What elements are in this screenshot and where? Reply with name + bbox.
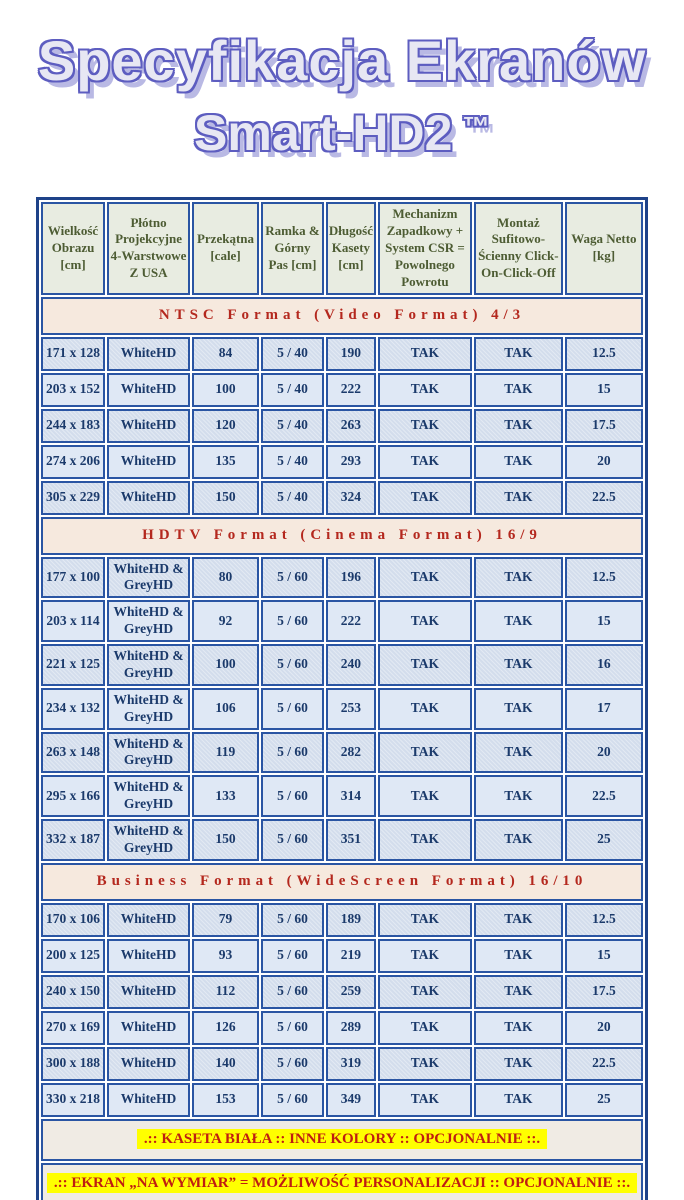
spec-cell: TAK	[378, 1083, 472, 1117]
spec-row	[41, 481, 643, 515]
spec-cell: WhiteHD & GreyHD	[107, 600, 190, 642]
spec-cell: 324	[326, 481, 376, 515]
spec-cell: 133	[192, 775, 259, 817]
title-line-2	[0, 104, 684, 163]
spec-cell: WhiteHD & GreyHD	[107, 644, 190, 686]
spec-row	[41, 409, 643, 443]
spec-cell: 196	[326, 557, 376, 599]
spec-row	[41, 775, 643, 817]
spec-row	[41, 373, 643, 407]
spec-row	[41, 1047, 643, 1081]
spec-table	[36, 197, 648, 1200]
spec-cell: 150	[192, 481, 259, 515]
column-header-3: Przekątna [cale]	[192, 202, 259, 294]
spec-cell: TAK	[378, 445, 472, 479]
spec-cell: 17.5	[565, 975, 643, 1009]
spec-row	[41, 644, 643, 686]
spec-cell: 203 x 152	[41, 373, 105, 407]
spec-row	[41, 819, 643, 861]
spec-cell: TAK	[378, 775, 472, 817]
spec-cell: WhiteHD	[107, 975, 190, 1009]
column-header-1: Wielkość Obrazu [cm]	[41, 202, 105, 294]
spec-cell: WhiteHD	[107, 939, 190, 973]
spec-cell: 221 x 125	[41, 644, 105, 686]
spec-cell: 5 / 60	[261, 903, 324, 937]
column-header-6: Mechanizm Zapadkowy + System CSR = Powolnego Powrotu	[378, 202, 472, 294]
spec-cell: 5 / 60	[261, 1011, 324, 1045]
spec-cell: 171 x 128	[41, 337, 105, 371]
spec-cell: TAK	[378, 903, 472, 937]
spec-cell: TAK	[378, 975, 472, 1009]
spec-cell: 5 / 60	[261, 939, 324, 973]
spec-cell: TAK	[378, 1011, 472, 1045]
page-title	[0, 0, 684, 163]
spec-cell: 119	[192, 732, 259, 774]
spec-row	[41, 903, 643, 937]
spec-cell: 5 / 60	[261, 600, 324, 642]
spec-row	[41, 1011, 643, 1045]
spec-cell: 5 / 60	[261, 819, 324, 861]
column-header-2: Płótno Projekcyjne 4-Warstwowe Z USA	[107, 202, 190, 294]
spec-row	[41, 445, 643, 479]
spec-cell: 319	[326, 1047, 376, 1081]
column-header-4: Ramka & Górny Pas [cm]	[261, 202, 324, 294]
spec-cell: 222	[326, 373, 376, 407]
spec-cell: 79	[192, 903, 259, 937]
spec-cell: 5 / 40	[261, 373, 324, 407]
spec-cell: 100	[192, 373, 259, 407]
column-header-5: Długość Kasety [cm]	[326, 202, 376, 294]
spec-cell: 240 x 150	[41, 975, 105, 1009]
spec-cell: 270 x 169	[41, 1011, 105, 1045]
spec-cell: TAK	[378, 732, 472, 774]
spec-cell: 15	[565, 373, 643, 407]
spec-cell: 305 x 229	[41, 481, 105, 515]
spec-cell: WhiteHD	[107, 1047, 190, 1081]
spec-cell: 25	[565, 1083, 643, 1117]
spec-cell: 153	[192, 1083, 259, 1117]
spec-cell: 289	[326, 1011, 376, 1045]
spec-cell: 92	[192, 600, 259, 642]
spec-cell: TAK	[378, 409, 472, 443]
spec-row	[41, 732, 643, 774]
spec-cell: 126	[192, 1011, 259, 1045]
spec-cell: TAK	[378, 337, 472, 371]
spec-cell: TAK	[474, 732, 563, 774]
spec-cell: 263 x 148	[41, 732, 105, 774]
section-header: NTSC Format (Video Format) 4/3	[41, 297, 643, 335]
spec-cell: TAK	[378, 481, 472, 515]
note-cell	[41, 1163, 643, 1200]
spec-cell: TAK	[378, 819, 472, 861]
spec-cell: 106	[192, 688, 259, 730]
spec-cell: TAK	[378, 373, 472, 407]
spec-cell: 17	[565, 688, 643, 730]
spec-cell: 222	[326, 600, 376, 642]
section-row	[41, 297, 643, 335]
spec-cell: WhiteHD	[107, 1083, 190, 1117]
spec-cell: 5 / 60	[261, 688, 324, 730]
note-row	[41, 1119, 643, 1161]
spec-cell: 12.5	[565, 557, 643, 599]
spec-cell: TAK	[378, 644, 472, 686]
header-row	[41, 202, 643, 294]
spec-cell: 189	[326, 903, 376, 937]
spec-cell: 274 x 206	[41, 445, 105, 479]
spec-cell: 244 x 183	[41, 409, 105, 443]
spec-cell: WhiteHD	[107, 445, 190, 479]
spec-cell: 332 x 187	[41, 819, 105, 861]
spec-cell: TAK	[378, 557, 472, 599]
spec-cell: 219	[326, 939, 376, 973]
note-cell	[41, 1119, 643, 1161]
spec-row	[41, 688, 643, 730]
title-product-name: Smart-HD2	[194, 105, 453, 162]
section-row	[41, 517, 643, 555]
section-header: Business Format (WideScreen Format) 16/10	[41, 863, 643, 901]
spec-cell: 15	[565, 939, 643, 973]
spec-cell: 100	[192, 644, 259, 686]
spec-cell: 12.5	[565, 903, 643, 937]
spec-cell: 5 / 60	[261, 1083, 324, 1117]
table-body	[41, 297, 643, 1200]
spec-cell: 190	[326, 337, 376, 371]
spec-cell: 330 x 218	[41, 1083, 105, 1117]
spec-cell: WhiteHD	[107, 903, 190, 937]
spec-cell: WhiteHD	[107, 409, 190, 443]
spec-cell: TAK	[474, 644, 563, 686]
spec-cell: 22.5	[565, 481, 643, 515]
spec-cell: 203 x 114	[41, 600, 105, 642]
spec-cell: 351	[326, 819, 376, 861]
spec-cell: 234 x 132	[41, 688, 105, 730]
note-highlight: .:: KASETA BIAŁA :: INNE KOLORY :: OPCJONALNIE ::.	[137, 1129, 547, 1149]
spec-cell: 135	[192, 445, 259, 479]
spec-row	[41, 939, 643, 973]
column-header-7: Montaż Sufitowo-Ścienny Click-On-Click-Off	[474, 202, 563, 294]
spec-cell: 120	[192, 409, 259, 443]
spec-cell: 5 / 60	[261, 732, 324, 774]
section-header: HDTV Format (Cinema Format) 16/9	[41, 517, 643, 555]
spec-cell: WhiteHD	[107, 373, 190, 407]
title-line-1: Specyfikacja Ekranów	[37, 29, 647, 92]
spec-cell: 22.5	[565, 775, 643, 817]
spec-cell: 263	[326, 409, 376, 443]
spec-cell: 300 x 188	[41, 1047, 105, 1081]
spec-cell: TAK	[474, 445, 563, 479]
spec-cell: 5 / 60	[261, 1047, 324, 1081]
spec-cell: TAK	[474, 975, 563, 1009]
spec-cell: WhiteHD	[107, 1011, 190, 1045]
spec-cell: 16	[565, 644, 643, 686]
trademark-symbol: ™	[462, 111, 490, 143]
spec-cell: 20	[565, 732, 643, 774]
spec-cell: 5 / 60	[261, 775, 324, 817]
spec-cell: TAK	[474, 337, 563, 371]
spec-cell: WhiteHD & GreyHD	[107, 819, 190, 861]
spec-cell: TAK	[474, 481, 563, 515]
spec-cell: 140	[192, 1047, 259, 1081]
spec-cell: TAK	[474, 373, 563, 407]
spec-cell: 5 / 40	[261, 337, 324, 371]
spec-cell: 177 x 100	[41, 557, 105, 599]
spec-cell: TAK	[378, 1047, 472, 1081]
spec-row	[41, 975, 643, 1009]
spec-cell: WhiteHD & GreyHD	[107, 732, 190, 774]
spec-cell: TAK	[378, 600, 472, 642]
spec-cell: TAK	[474, 557, 563, 599]
spec-cell: 295 x 166	[41, 775, 105, 817]
spec-cell: 150	[192, 819, 259, 861]
spec-row	[41, 337, 643, 371]
spec-cell: 20	[565, 445, 643, 479]
spec-cell: 80	[192, 557, 259, 599]
spec-cell: 253	[326, 688, 376, 730]
spec-row	[41, 1083, 643, 1117]
spec-cell: 84	[192, 337, 259, 371]
spec-cell: WhiteHD	[107, 337, 190, 371]
spec-cell: 293	[326, 445, 376, 479]
spec-cell: 93	[192, 939, 259, 973]
spec-cell: 20	[565, 1011, 643, 1045]
section-row	[41, 863, 643, 901]
column-header-8: Waga Netto [kg]	[565, 202, 643, 294]
spec-row	[41, 600, 643, 642]
spec-cell: 170 x 106	[41, 903, 105, 937]
spec-cell: TAK	[474, 939, 563, 973]
spec-cell: 15	[565, 600, 643, 642]
spec-cell: 200 x 125	[41, 939, 105, 973]
spec-cell: TAK	[474, 600, 563, 642]
spec-row	[41, 557, 643, 599]
spec-cell: WhiteHD & GreyHD	[107, 775, 190, 817]
spec-cell: 12.5	[565, 337, 643, 371]
spec-cell: 259	[326, 975, 376, 1009]
spec-cell: TAK	[474, 819, 563, 861]
spec-cell: 5 / 60	[261, 975, 324, 1009]
spec-cell: 5 / 60	[261, 644, 324, 686]
spec-cell: TAK	[474, 1047, 563, 1081]
spec-cell: TAK	[474, 1083, 563, 1117]
spec-cell: TAK	[474, 1011, 563, 1045]
spec-cell: 240	[326, 644, 376, 686]
spec-cell: TAK	[378, 688, 472, 730]
spec-cell: TAK	[474, 775, 563, 817]
spec-cell: 5 / 40	[261, 445, 324, 479]
note-row	[41, 1163, 643, 1200]
spec-cell: 25	[565, 819, 643, 861]
spec-cell: WhiteHD & GreyHD	[107, 557, 190, 599]
spec-cell: 282	[326, 732, 376, 774]
spec-cell: 5 / 40	[261, 409, 324, 443]
spec-cell: 5 / 60	[261, 557, 324, 599]
spec-cell: 112	[192, 975, 259, 1009]
spec-cell: TAK	[474, 903, 563, 937]
spec-cell: 5 / 40	[261, 481, 324, 515]
spec-cell: WhiteHD & GreyHD	[107, 688, 190, 730]
spec-cell: 349	[326, 1083, 376, 1117]
spec-cell: TAK	[474, 409, 563, 443]
spec-cell: 314	[326, 775, 376, 817]
spec-cell: WhiteHD	[107, 481, 190, 515]
note-highlight: .:: EKRAN „NA WYMIAR” = MOŻLIWOŚĆ PERSONALIZACJI :: OPCJONALNIE ::.	[47, 1173, 637, 1193]
spec-cell: 22.5	[565, 1047, 643, 1081]
spec-cell: TAK	[474, 688, 563, 730]
spec-cell: TAK	[378, 939, 472, 973]
spec-cell: 17.5	[565, 409, 643, 443]
